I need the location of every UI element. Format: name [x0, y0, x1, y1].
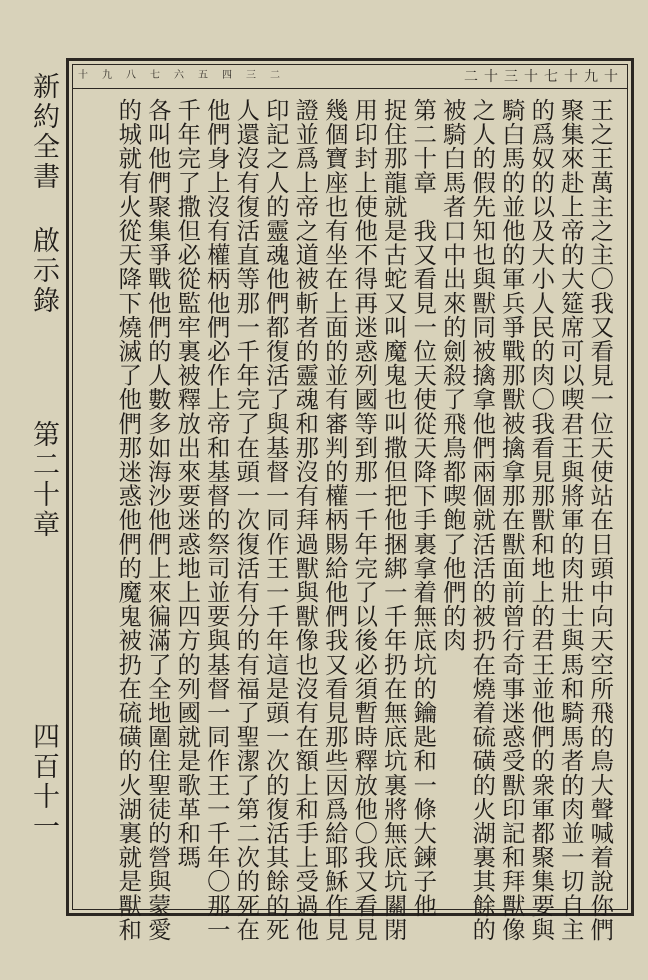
text-column: 他們身上沒有權柄他們必作上帝和基督的祭司並要與基督一同作王一千年〇那一 [202, 98, 230, 942]
text-column: 用印封上使他不得再迷惑列國等到那一千年完了以後必須暫時釋放他〇我又看見 [350, 98, 378, 942]
header-rule [72, 88, 628, 89]
header-numeral: 二 [270, 70, 280, 81]
running-title: 新約全書 啟示錄 [28, 72, 59, 316]
text-column: 捉住那龍就是古蛇又叫魔鬼也叫撒但把他捆綁一千年扔在無底坑裏將無底坑關閉 [379, 98, 407, 942]
text-column: 證並爲上帝之道被斬者的靈魂和那沒有拜過獸與獸像也沒有在額上和手上受過他 [291, 98, 319, 942]
text-column: 幾個寶座也有坐在上面的並有審判的權柄賜給他們我又看見那些因爲給耶穌作見 [320, 98, 348, 942]
text-column: 印記之人的靈魂他們都復活了與基督一同作王一千年這是頭一次的復活其餘的死 [261, 98, 289, 942]
header-numeral: 十 [78, 70, 88, 81]
text-column: 千年完了撒但必從監牢裏被釋放出來要迷惑地上四方的列國就是歌革和瑪 [173, 98, 201, 870]
text-column: 王之王萬主之主〇我又看見一位天使站在日頭中向天空所飛的鳥大聲喊着說你們 [586, 98, 614, 942]
text-column: 聚集來赴上帝的大筵席可以喫君王與將軍的肉壯士與馬和騎馬者的肉並一切自主 [556, 98, 584, 942]
header-numeral: 六 [174, 70, 184, 81]
verse-number-header-left [78, 66, 294, 86]
text-column: 之人的假先知也與獸同被擒拿他們兩個就活活的被扔在燒着硫磺的火湖裏其餘的 [468, 98, 496, 942]
text-column: 人還沒有復活直等那一千年完了在頭一次復活有分的有福了聖潔了第二次的死在 [232, 98, 260, 942]
text-column: 各叫他們聚集爭戰他們的人數多如海沙他們上來徧滿了全地圍住聖徒的營與蒙愛 [143, 98, 171, 942]
header-numeral: 五 [198, 70, 208, 81]
text-column: 的城就有火從天降下燒滅了他們那迷惑他們的魔鬼被扔在硫磺的火湖裏就是獸和 [114, 98, 142, 942]
page-number: 四百十一 [28, 722, 59, 842]
header-numeral: 七 [150, 70, 160, 81]
header-numeral: 四 [222, 70, 232, 81]
chapter-label: 第二十章 [28, 420, 59, 540]
verse-number-header-right: 二十三十七十九十 [464, 69, 624, 85]
header-numeral: 八 [126, 70, 136, 81]
text-column: 騎白馬的並他的軍兵爭戰那獸被擒拿那在獸面前曾行奇事迷惑受獸印記和拜獸像 [497, 98, 525, 942]
text-column: 的爲奴的以及大小人民的肉〇我看見那獸和地上的君王並他們的衆軍都聚集要與 [527, 98, 555, 942]
text-column: 被騎白馬者口中出來的劍殺了飛鳥都喫飽了他們的肉 [438, 98, 466, 653]
text-column: 第二十章 我又看見一位天使從天降下手裏拿着無底坑的鑰匙和一條大鍊子他 [409, 98, 437, 918]
header-numeral: 九 [102, 70, 112, 81]
header-numeral: 三 [246, 70, 256, 81]
